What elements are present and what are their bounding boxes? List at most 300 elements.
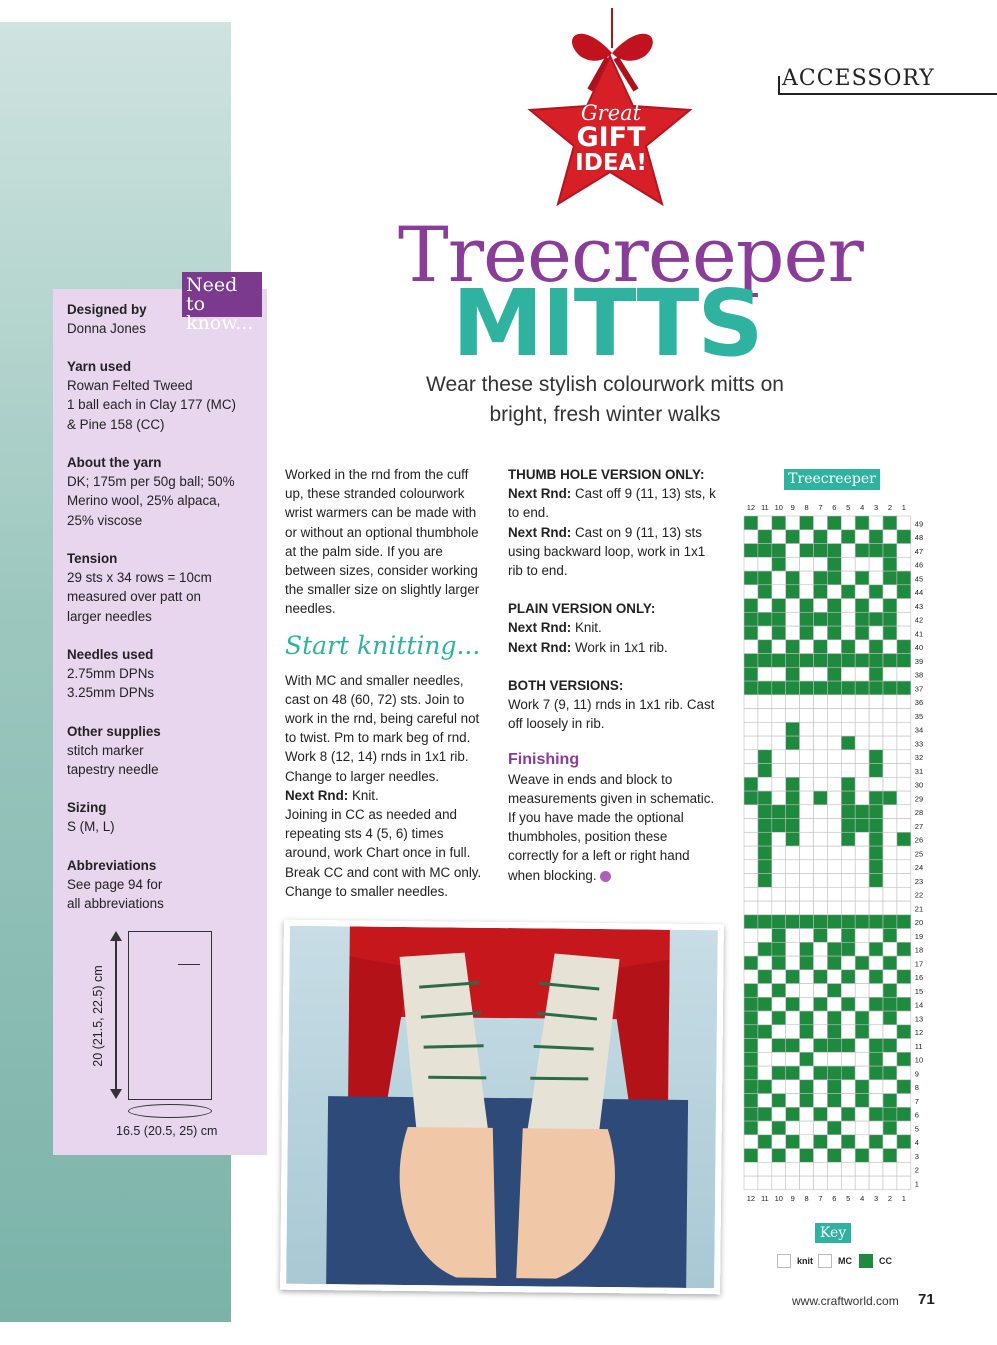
chart-cell [827, 887, 841, 901]
chart-cell [883, 612, 897, 626]
chart-cell [814, 667, 828, 681]
chart-cell [897, 599, 911, 613]
chart-cell [814, 516, 828, 530]
chart-cell [883, 901, 897, 915]
chart-cell [869, 997, 883, 1011]
chart-cell [841, 667, 855, 681]
chart-cell [800, 667, 814, 681]
chart-cell [758, 929, 772, 943]
thumb-step-1-label: Next Rnd: [508, 486, 572, 502]
chart-cell [772, 791, 786, 805]
chart-row-label: 18 [914, 945, 924, 955]
chart-cell [744, 1135, 758, 1149]
chart-col-label-top: 2 [887, 503, 893, 512]
chart-cell [744, 1039, 758, 1053]
chart-cell [814, 544, 828, 558]
chart-cell [855, 846, 869, 860]
chart-cell [772, 1025, 786, 1039]
chart-cell [883, 640, 897, 654]
chart-cell [786, 599, 800, 613]
chart-cell [883, 654, 897, 668]
chart-cell [869, 709, 883, 723]
chart-cell [814, 571, 828, 585]
chart-col-label-top: 1 [901, 503, 906, 512]
chart-cell [883, 1066, 897, 1080]
chart-cell [827, 626, 841, 640]
chart-cell [800, 750, 814, 764]
chart-cell [897, 970, 911, 984]
chart-cell [744, 750, 758, 764]
chart-cell [827, 860, 841, 874]
chart-cell [869, 640, 883, 654]
chart-cell [772, 1107, 786, 1121]
chart-cell [786, 695, 800, 709]
cc-swatch [859, 1254, 873, 1268]
chart-cell [869, 874, 883, 888]
chart-cell [786, 612, 800, 626]
chart-cell [869, 1052, 883, 1066]
chart-cell [772, 626, 786, 640]
chart-cell [758, 1176, 772, 1190]
chart-cell [800, 654, 814, 668]
chart-cell [800, 915, 814, 929]
chart-cell [855, 1149, 869, 1163]
chart-cell [744, 709, 758, 723]
chart-cell [827, 970, 841, 984]
chart-cell [897, 681, 911, 695]
chart-cell [841, 681, 855, 695]
chart-cell [869, 860, 883, 874]
chart-cell [814, 1176, 828, 1190]
chart-cell [897, 736, 911, 750]
chart-row-label: 23 [914, 876, 924, 886]
chart-cell [814, 750, 828, 764]
chart-cell [841, 530, 855, 544]
chart-cell [855, 860, 869, 874]
chart-cell [758, 942, 772, 956]
chart-cell [758, 1162, 772, 1176]
chart-cell [827, 530, 841, 544]
chart-col-label-top: 3 [873, 503, 879, 512]
chart-cell [855, 874, 869, 888]
footer-url[interactable]: www.craftworld.com [792, 1294, 899, 1308]
yarn-ball-icon [600, 871, 611, 882]
chart-cell [883, 791, 897, 805]
chart-cell [869, 557, 883, 571]
chart-cell [841, 777, 855, 791]
chart-cell [800, 777, 814, 791]
chart-cell [786, 1025, 800, 1039]
chart-cell [841, 1135, 855, 1149]
chart-row-label: 31 [914, 766, 924, 776]
chart-cell [786, 791, 800, 805]
chart-cell [841, 846, 855, 860]
chart-cell [841, 695, 855, 709]
chart-cell [786, 516, 800, 530]
chart-cell [897, 722, 911, 736]
finishing-heading: Finishing [508, 751, 580, 769]
about-yarn-line: 25% viscose [67, 512, 143, 528]
chart-cell [883, 1149, 897, 1163]
chart-cell [744, 887, 758, 901]
chart-cell [786, 626, 800, 640]
chart-cell [855, 984, 869, 998]
chart-cell [786, 929, 800, 943]
chart-cell [883, 516, 897, 530]
chart-cell [744, 1094, 758, 1108]
chart-cell [855, 640, 869, 654]
chart-cell [744, 736, 758, 750]
chart-cell [855, 764, 869, 778]
chart-cell [897, 791, 911, 805]
chart-cell [786, 640, 800, 654]
chart-cell [758, 832, 772, 846]
chart-cell [841, 750, 855, 764]
chart-cell [897, 709, 911, 723]
chart-cell [869, 750, 883, 764]
chart-cell [814, 599, 828, 613]
chart-cell [814, 626, 828, 640]
chart-row-label: 47 [914, 546, 924, 556]
chart-col-label-bottom: 8 [804, 1193, 809, 1203]
chart-cell [897, 695, 911, 709]
chart-row-label: 46 [914, 560, 924, 570]
chart-cell [758, 1052, 772, 1066]
chart-cell [800, 874, 814, 888]
chart-cell [827, 544, 841, 558]
other-supplies-line: tapestry needle [67, 762, 159, 778]
chart-cell [827, 736, 841, 750]
chart-cell [800, 709, 814, 723]
chart-cell [855, 585, 869, 599]
chart-row-label: 14 [914, 1000, 924, 1010]
chart-cell [744, 819, 758, 833]
chart-cell [869, 1121, 883, 1135]
chart-row-label: 17 [914, 959, 924, 969]
chart-cell [869, 1011, 883, 1025]
chart-cell [772, 599, 786, 613]
chart-cell [800, 805, 814, 819]
abbreviations-section [67, 856, 164, 914]
chart-cell [814, 1135, 828, 1149]
tension-line: larger needles [67, 608, 152, 624]
chart-cell [827, 1025, 841, 1039]
chart-col-label-top: 12 [746, 503, 756, 512]
chart-cell [786, 832, 800, 846]
intro-paragraph: Worked in the rnd from the cuff up, these stranded colourwork wrist warmers can be made with or without an optional thumbhole at the palm side. If you are between sizes, consider working the smaller size on slightly larger needles. [285, 467, 480, 617]
chart-cell [800, 1039, 814, 1053]
chart-cell [855, 956, 869, 970]
section-label: ACCESSORY [782, 66, 935, 91]
chart-cell [758, 1011, 772, 1025]
chart-cell [827, 1011, 841, 1025]
chart-cell [897, 626, 911, 640]
chart-row-label: 38 [914, 670, 924, 680]
mc-swatch [818, 1254, 832, 1268]
width-arrow [128, 1104, 212, 1118]
chart-cell [772, 1135, 786, 1149]
chart-row-label: 40 [914, 643, 924, 652]
chart-cell [758, 695, 772, 709]
yarn-used-section [67, 357, 236, 434]
chart-cell [800, 1176, 814, 1190]
chart-cell [786, 571, 800, 585]
chart-cell [855, 1025, 869, 1039]
chart-cell [897, 1135, 911, 1149]
chart-row-label: 30 [914, 780, 924, 790]
chart-cell [772, 887, 786, 901]
chart-cell [869, 544, 883, 558]
chart-cell [800, 956, 814, 970]
chart-cell [814, 640, 828, 654]
chart-cell [827, 571, 841, 585]
chart-cell [855, 1094, 869, 1108]
chart-cell [800, 1066, 814, 1080]
chart-cell [786, 997, 800, 1011]
chart-cell [883, 777, 897, 791]
chart-cell [772, 901, 786, 915]
chart-cell [827, 516, 841, 530]
body-column-1 [285, 465, 490, 901]
chart-cell [744, 1066, 758, 1080]
yarn-used-line: & Pine 158 (CC) [67, 416, 165, 432]
chart-cell [800, 984, 814, 998]
chart-cell [800, 887, 814, 901]
chart-cell [772, 1039, 786, 1053]
chart-cell [827, 612, 841, 626]
chart-cell [869, 1025, 883, 1039]
yarn-used-line: Rowan Felted Tweed [67, 378, 193, 394]
chart-cell [786, 1039, 800, 1053]
chart-cell [772, 1052, 786, 1066]
chart-cell [883, 764, 897, 778]
chart-cell [827, 1149, 841, 1163]
yarn-used-heading: Yarn used [67, 359, 132, 374]
chart-cell [897, 860, 911, 874]
chart-cell [758, 777, 772, 791]
chart-cell [855, 915, 869, 929]
badge-line1: Great [580, 101, 642, 125]
sizing-heading: Sizing [67, 800, 107, 815]
chart-cell [814, 997, 828, 1011]
chart-cell [855, 599, 869, 613]
chart-cell [841, 791, 855, 805]
chart-cell [883, 929, 897, 943]
chart-cell [758, 1107, 772, 1121]
chart-cell [786, 1011, 800, 1025]
chart-cell [841, 1011, 855, 1025]
chart-cell [758, 805, 772, 819]
chart-cell [883, 887, 897, 901]
chart-cell [786, 1176, 800, 1190]
chart-row-label: 39 [914, 656, 924, 666]
chart-cell [897, 915, 911, 929]
chart-cell [883, 1025, 897, 1039]
next-rnd-label: Next Rnd: [285, 787, 349, 803]
chart-cell [841, 1094, 855, 1108]
chart-cell [827, 585, 841, 599]
chart-cell [869, 722, 883, 736]
chart-cell [814, 860, 828, 874]
chart-cell [855, 571, 869, 585]
chart-cell [800, 1094, 814, 1108]
chart-cell [772, 860, 786, 874]
chart-cell [883, 1135, 897, 1149]
chart-cell [883, 1080, 897, 1094]
chart-cell [827, 640, 841, 654]
chart-row-label: 43 [914, 601, 924, 611]
chart-cell [841, 722, 855, 736]
chart-cell [744, 805, 758, 819]
chart-cell [744, 984, 758, 998]
chart-cell [772, 915, 786, 929]
chart-cell [786, 1094, 800, 1108]
chart-cell [869, 970, 883, 984]
chart-cell [772, 997, 786, 1011]
chart-row-label: 35 [914, 711, 924, 721]
chart-cell [827, 654, 841, 668]
chart-cell [800, 819, 814, 833]
chart-cell [883, 915, 897, 929]
chart-cell [786, 942, 800, 956]
chart-cell [855, 997, 869, 1011]
chart-cell [814, 791, 828, 805]
chart-cell [841, 819, 855, 833]
chart-cell [758, 1135, 772, 1149]
chart-cell [883, 709, 897, 723]
chart-cell [869, 1176, 883, 1190]
chart-cell [841, 640, 855, 654]
chart-cell [814, 901, 828, 915]
chart-cell [786, 1135, 800, 1149]
key-cc [859, 1254, 892, 1268]
schematic-width-label: 16.5 (20.5, 25) cm [116, 1124, 218, 1138]
chart-cell [800, 846, 814, 860]
chart-cell [786, 805, 800, 819]
chart-cell [883, 1162, 897, 1176]
plain-step-1-label: Next Rnd: [508, 620, 572, 636]
chart-cell [786, 887, 800, 901]
chart-cell [772, 846, 786, 860]
chart-cell [883, 1121, 897, 1135]
chart-cell [758, 654, 772, 668]
chart-cell [855, 901, 869, 915]
chart-cell [897, 585, 911, 599]
chart-cell [827, 956, 841, 970]
chart-col-label-bottom: 4 [860, 1193, 865, 1203]
chart-row-label: 12 [914, 1028, 924, 1037]
chart-cell [827, 777, 841, 791]
chart-cell [855, 667, 869, 681]
chart-row-label: 36 [914, 698, 924, 707]
chart-cell [841, 571, 855, 585]
treecreeper-chart [742, 497, 932, 1209]
chart-cell [897, 764, 911, 778]
chart-cell [786, 667, 800, 681]
chart-cell [758, 599, 772, 613]
chart-cell [786, 874, 800, 888]
chart-cell [827, 1094, 841, 1108]
chart-cell [786, 1121, 800, 1135]
key-mc-label: MC [838, 1256, 852, 1266]
chart-cell [814, 1025, 828, 1039]
schematic-outline [128, 931, 212, 1100]
chart-cell [786, 681, 800, 695]
about-yarn-line: Merino wool, 25% alpaca, [67, 493, 221, 509]
chart-row-label: 20 [914, 918, 924, 927]
designed-by-section [67, 300, 147, 338]
chart-col-label-bottom: 7 [818, 1193, 823, 1203]
chart-cell [744, 777, 758, 791]
chart-cell [786, 722, 800, 736]
chart-cell [897, 1080, 911, 1094]
chart-cell [758, 722, 772, 736]
chart-cell [772, 1066, 786, 1080]
chart-cell [744, 997, 758, 1011]
chart-cell [883, 681, 897, 695]
chart-cell [841, 832, 855, 846]
chart-cell [855, 832, 869, 846]
chart-cell [772, 1162, 786, 1176]
chart-row-label: 41 [914, 629, 924, 639]
chart-cell [827, 667, 841, 681]
chart-cell [827, 874, 841, 888]
chart-cell [744, 1162, 758, 1176]
chart-cell [800, 832, 814, 846]
chart-cell [744, 1011, 758, 1025]
chart-cell [827, 929, 841, 943]
chart-cell [855, 530, 869, 544]
chart-cell [827, 846, 841, 860]
chart-cell [827, 1121, 841, 1135]
chart-row-label: 4 [914, 1138, 919, 1147]
plain-step-2 [508, 638, 718, 657]
chart-cell [786, 915, 800, 929]
chart-cell [869, 1094, 883, 1108]
chart-cell [827, 901, 841, 915]
chart-cell [897, 571, 911, 585]
chart-cell [800, 1121, 814, 1135]
chart-col-label-top: 11 [760, 503, 769, 512]
chart-title: Treecreeper [784, 469, 880, 490]
section-rule [778, 93, 997, 95]
chart-row-label: 16 [914, 973, 924, 982]
chart-row-label: 11 [914, 1041, 923, 1051]
chart-col-label-bottom: 6 [832, 1193, 837, 1203]
chart-cell [897, 805, 911, 819]
chart-cell [827, 791, 841, 805]
chart-cell [814, 1121, 828, 1135]
chart-cell [897, 1025, 911, 1039]
chart-cell [814, 1107, 828, 1121]
chart-row-label: 27 [914, 821, 924, 831]
chart-cell [855, 1107, 869, 1121]
chart-cell [869, 736, 883, 750]
chart-cell [800, 1149, 814, 1163]
photo-illustration [286, 926, 718, 1288]
chart-cell [786, 819, 800, 833]
tension-section [67, 549, 212, 626]
chart-row-label: 25 [914, 849, 924, 859]
chart-cell [841, 984, 855, 998]
chart-cell [758, 612, 772, 626]
chart-cell [827, 805, 841, 819]
designed-by-heading: Designed by [67, 302, 147, 317]
chart-cell [827, 984, 841, 998]
chart-cell [758, 1039, 772, 1053]
chart-col-label-bottom: 5 [846, 1193, 851, 1203]
body-column-2 [508, 465, 718, 885]
